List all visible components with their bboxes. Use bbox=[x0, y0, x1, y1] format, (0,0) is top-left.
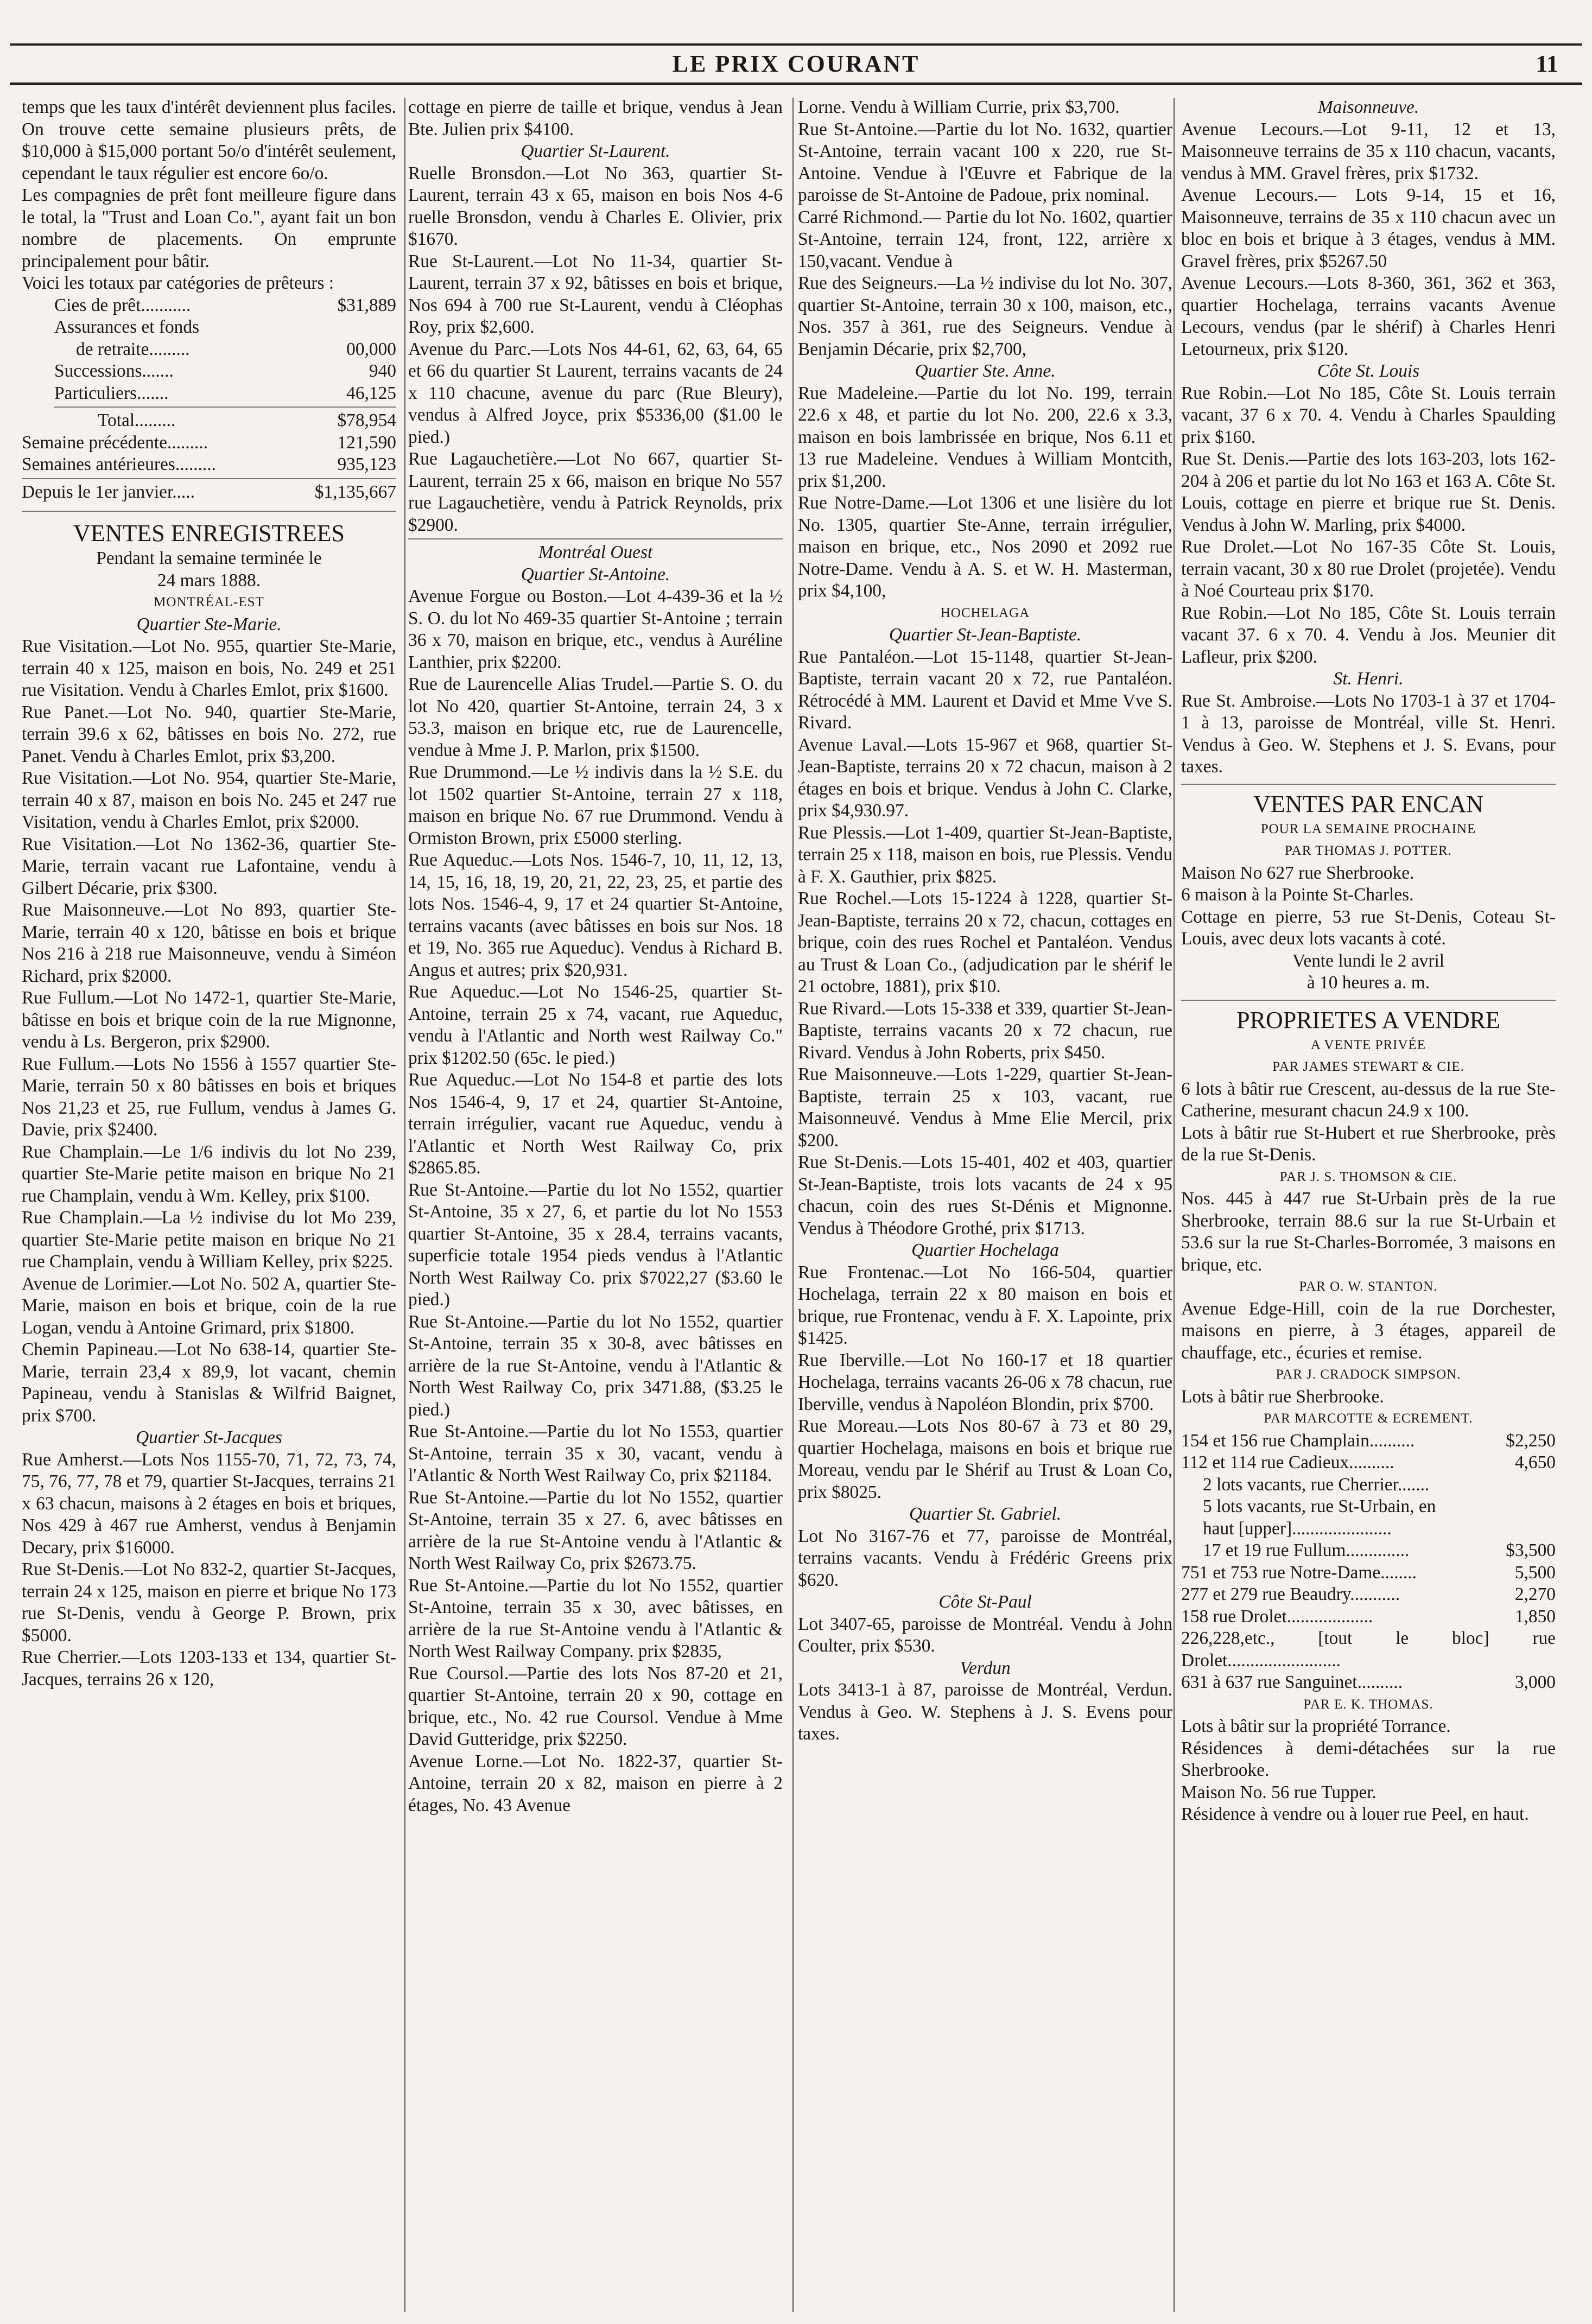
section-subheading: A VENTE PRIVÉE bbox=[1310, 1037, 1426, 1052]
sale-entry: Rue Cherrier.—Lots 1203-133 et 134, quartier St-Jacques, terrains 26 x 120, bbox=[22, 1647, 396, 1690]
column-4 bbox=[1181, 97, 1556, 2311]
listing: Cottage en pierre, 53 rue St-Denis, Coteau St-Louis, avec deux lots vacants à coté. bbox=[1181, 906, 1556, 949]
sale-entry: Rue Maisonneuve.—Lot No 893, quartier Ste-Marie, terrain 40 x 120, bâtisse en bois et brique Nos 216 à 218 rue Maisonneuve, vendu à Siméon Richard, prix $2000. bbox=[22, 900, 396, 986]
sale-entry: Chemin Papineau.—Lot No 638-14, quartier Ste-Marie, terrain 23,4 x 89,9, lot vacant, chemin Papineau, vendu à Stanislas & Wilfrid Baignet, prix $700. bbox=[22, 1339, 396, 1426]
totals-row bbox=[22, 481, 396, 504]
totals-label: Semaine précédente......... bbox=[22, 432, 208, 453]
listing: Maison No. 56 rue Tupper. bbox=[1181, 1782, 1377, 1802]
price-label: 17 et 19 rue Fullum.............. bbox=[1203, 1540, 1410, 1560]
sale-entry: Rue St-Antoine.—Partie du lot No 1553, quartier St-Antoine, terrain 35 x 30, vacant, vendu à l'Atlantic & North West Railway Co, prix $21184. bbox=[408, 1421, 783, 1485]
paragraph: temps que les taux d'intérêt deviennent plus faciles. On trouve cette semaine plusieurs prêts, de $10,000 à $15,000 portant 5o/o d'intérêt seulement, cependant le taux régulier est encore 6o/o. bbox=[22, 97, 396, 183]
divider bbox=[22, 511, 396, 512]
ward-heading: St. Henri. bbox=[1333, 669, 1404, 689]
totals-label: Semaines antérieures......... bbox=[22, 454, 216, 474]
sale-entry: Rue Aqueduc.—Lots Nos. 1546-7, 10, 11, 12, 13, 14, 15, 16, 18, 19, 20, 21, 22, 23, 25, et partie des lots Nos. 1546-4, 9, 17 et 24 quartier St-Antoine, terrains vacants (avec bâtisses en bois sur Nos. 18 et 19, No. 365 rue Aqueduc). Vendus à Richard B. Angus et autres; prix $20,931. bbox=[408, 850, 783, 980]
sale-entry: Rue St-Antoine.—Partie du lot No 1552, quartier St-Antoine, 35 x 27, 6, et partie du lot No 1553 quartier St-Antoine, 35 x 28.4, terrains vacants, superficie totale 1954 pieds vendus à l'Atlantic North West Railway Co. prix $7022,27 ($3.60 le pied.) bbox=[408, 1179, 783, 1310]
sale-entry: Rue Visitation.—Lot No. 954, quartier Ste-Marie, terrain 40 x 87, maison en bois No. 245 et 247 rue Visitation, vendu à Charles Emlot, prix $2000. bbox=[22, 768, 396, 832]
price-row bbox=[1181, 1518, 1556, 1540]
price-row bbox=[1181, 1606, 1556, 1628]
listing: 6 maison à la Pointe St-Charles. bbox=[1181, 885, 1414, 905]
divider bbox=[1181, 784, 1556, 785]
ward-heading: Quartier St-Jacques bbox=[136, 1427, 282, 1447]
totals-value: $1,135,667 bbox=[314, 481, 396, 502]
listing: 6 lots à bâtir rue Crescent, au-dessus de la rue Ste-Catherine, mesurant chacun 24.9 x 100. bbox=[1181, 1078, 1556, 1121]
price-label: haut [upper]...................... bbox=[1203, 1518, 1392, 1539]
price-row bbox=[1181, 1474, 1556, 1496]
listing: Avenue Edge-Hill, coin de la rue Dorchester, maisons en pierre, à 3 étages, appareil de chauffage, etc., écuries et remise. bbox=[1181, 1298, 1556, 1363]
totals-row bbox=[54, 410, 396, 432]
ward-heading: Quartier St. Gabriel. bbox=[909, 1504, 1062, 1524]
agent-heading: PAR J. S. THOMSON & CIE. bbox=[1279, 1169, 1457, 1184]
listing: Lots à bâtir rue Sherbrooke. bbox=[1181, 1386, 1384, 1407]
district-heading: MONTRÉAL-EST bbox=[154, 595, 264, 609]
ward-heading: Côte St-Paul bbox=[938, 1592, 1032, 1612]
price-label: 631 à 637 rue Sanguinet.......... bbox=[1181, 1672, 1403, 1692]
totals-label: Total......... bbox=[98, 410, 176, 430]
sale-entry: Carré Richmond.— Partie du lot No. 1602, quartier St-Antoine, terrain 124, front, 122, arrière x 150,vacant. Vendue à bbox=[798, 207, 1172, 271]
sale-entry: Rue Drummond.—Le ½ indivis dans la ½ S.E. du lot 1502 quartier St-Antoine, terrain 27 x 118, maison en brique No. 67 rue Drummond. Vendu à Ormiston Brown, prix £5000 sterling. bbox=[408, 762, 783, 848]
totals-row bbox=[54, 316, 396, 339]
agent-heading: PAR MARCOTTE & ECREMENT. bbox=[1264, 1411, 1473, 1426]
column-1 bbox=[22, 97, 396, 2311]
sale-entry: Avenue de Lorimier.—Lot No. 502 A, quartier Ste-Marie, maison en bois et brique, coin de la rue Logan, vendu à Antoine Grimard, prix $1800. bbox=[22, 1273, 396, 1338]
district-heading: Montréal Ouest bbox=[538, 542, 653, 562]
price-row bbox=[1181, 1628, 1556, 1672]
totals-value: 46,125 bbox=[346, 383, 396, 403]
listing: Maison No 627 rue Sherbrooke. bbox=[1181, 862, 1415, 883]
sale-entry: Rue Maisonneuve.—Lots 1-229, quartier St-Jean-Baptiste, terrain 25 x 103, vacant, rue Maisonneuvé. Vendus à Mme Elie Mercil, prix $200. bbox=[798, 1064, 1172, 1151]
ward-heading: Quartier Ste-Marie. bbox=[136, 614, 282, 634]
sale-entry: Avenue Lorne.—Lot No. 1822-37, quartier St-Antoine, terrain 20 x 82, maison en pierre à 2 étages, No. 43 Avenue bbox=[408, 1751, 783, 1815]
agent-heading: PAR J. CRADOCK SIMPSON. bbox=[1276, 1367, 1461, 1382]
totals-row bbox=[54, 295, 396, 317]
sale-entry: Ruelle Bronsdon.—Lot No 363, quartier St-Laurent, terrain 43 x 65, maison en bois Nos 4-6 ruelle Bronsdon, vendu à Charles E. Olivier, prix $1670. bbox=[408, 163, 783, 249]
price-row bbox=[1181, 1672, 1556, 1694]
listing: Nos. 445 à 447 rue St-Urbain près de la rue Sherbrooke, terrain 88.6 sur la rue St-Urbain et 53.6 sur la rue St-Charles-Borromée, 3 maisons en brique, etc. bbox=[1181, 1189, 1556, 1275]
sale-entry: Avenue du Parc.—Lots Nos 44-61, 62, 63, 64, 65 et 66 du quartier St Laurent, terrains vacants de 24 x 110 chacune, avenue du parc (Rue Bleury), vendus à Alfred Joyce, prix $5336,00 ($1.00 le pied.) bbox=[408, 339, 783, 447]
paragraph: Voici les totaux par catégories de prêteurs : bbox=[22, 273, 334, 293]
totals-label: Particuliers....... bbox=[54, 383, 169, 403]
sale-entry: Rue Amherst.—Lots Nos 1155-70, 71, 72, 73, 74, 75, 76, 77, 78 et 79, quartier St-Jacques, terrains 21 x 63 chacun, maisons à 2 étages en bois et briques, Nos 429 à 467 rue Amherst, vendus à Benjamin Decary, prix $16000. bbox=[22, 1449, 396, 1558]
sale-entry: Rue Aqueduc.—Lot No 1546-25, quartier St-Antoine, terrain 25 x 74, vacant, rue Aqueduc, vendu à l'Atlantic and North west Railway Co." prix $1202.50 (65c. le pied.) bbox=[408, 982, 783, 1068]
price-value: $3,500 bbox=[1506, 1540, 1556, 1560]
totals-value: 00,000 bbox=[346, 339, 396, 359]
totals-row bbox=[22, 432, 396, 454]
price-value: $2,250 bbox=[1506, 1430, 1556, 1451]
section-heading: PROPRIETES A VENDRE bbox=[1236, 1006, 1500, 1033]
sale-entry: Rue Aqueduc.—Lot No 154-8 et partie des lots Nos 1546-4, 9, 17 et 24, quartier St-Antoine, terrain irrégulier, vacant rue Aqueduc, vendu à l'Atlantic et North West Railway Co, prix $2865.85. bbox=[408, 1070, 783, 1178]
agent-heading: PAR E. K. THOMAS. bbox=[1303, 1697, 1434, 1712]
sale-entry: Rue Iberville.—Lot No 160-17 et 18 quartier Hochelaga, terrains vacants 26-06 x 78 chacun, rue Iberville, vendus à Napoléon Blondin, prix $700. bbox=[798, 1350, 1172, 1414]
sale-entry: Lot No 3167-76 et 77, paroisse de Montréal, terrains vacants. Vendu à Frédéric Greens prix $620. bbox=[798, 1526, 1172, 1590]
sale-entry: Rue Visitation.—Lot No. 955, quartier Ste-Marie, terrain 40 x 125, maison en bois, No. 249 et 251 rue Visitation. Vendu à Charles Emlot, prix $1600. bbox=[22, 636, 396, 700]
section-heading: VENTES PAR ENCAN bbox=[1253, 790, 1483, 817]
totals-value: 121,590 bbox=[337, 432, 396, 453]
page-header bbox=[0, 0, 1592, 77]
price-list bbox=[1181, 1430, 1556, 1694]
price-label: 158 rue Drolet................... bbox=[1181, 1606, 1373, 1627]
price-row bbox=[1181, 1562, 1556, 1584]
totals-row bbox=[22, 454, 396, 476]
header-rule-bottom bbox=[10, 82, 1582, 85]
sale-entry: Rue Notre-Dame.—Lot 1306 et une lisière du lot No. 1305, quartier Ste-Anne, terrain irrégulier, maison en brique, etc., Nos 2090 et 2092 rue Notre-Dame. Vendu à A. S. et W. H. Masterman, prix $4,100, bbox=[798, 493, 1172, 601]
column-3 bbox=[798, 97, 1172, 2311]
sale-entry: Rue St-Denis.—Lots 15-401, 402 et 403, quartier St-Jean-Baptiste, trois lots vacants de 24 x 95 chacun, coin des rues St-Dénis et Mignonne. Vendus à Théodore Grothé, prix $1713. bbox=[798, 1152, 1172, 1239]
column-2 bbox=[408, 97, 783, 2311]
totals-value: 940 bbox=[369, 361, 396, 381]
ward-heading: Quartier Hochelaga bbox=[911, 1240, 1059, 1260]
section-heading: VENTES ENREGISTREES bbox=[73, 520, 345, 547]
loan-totals-table bbox=[22, 295, 396, 432]
section-subheading: Pendant la semaine terminée le bbox=[96, 548, 322, 568]
sale-entry: Lorne. Vendu à William Currie, prix $3,700. bbox=[798, 97, 1120, 117]
listing: Vente lundi le 2 avril bbox=[1292, 950, 1445, 971]
sale-entry: Rue St-Antoine.—Partie du lot No 1552, quartier St-Antoine, terrain 35 x 30-8, avec bâtisses en arrière de la rue St-Antoine, vendu à l'Atlantic & North West Railway Co, prix 3471.88, ($3.25 le pied.) bbox=[408, 1311, 783, 1420]
price-label: 751 et 753 rue Notre-Dame........ bbox=[1181, 1562, 1417, 1583]
listing: Résidences à demi-détachées sur la rue Sherbrooke. bbox=[1181, 1738, 1556, 1780]
agent-heading: PAR O. W. STANTON. bbox=[1299, 1279, 1438, 1294]
price-label: 2 lots vacants, rue Cherrier....... bbox=[1203, 1474, 1430, 1495]
price-row bbox=[1181, 1540, 1556, 1562]
header-rule-top bbox=[10, 43, 1582, 46]
sale-entry: Rue St-Laurent.—Lot No 11-34, quartier St-Laurent, terrain 37 x 92, bâtisses en bois et brique, Nos 694 à 700 rue St-Laurent, vendu à Cléophas Roy, prix $2,600. bbox=[408, 251, 783, 337]
sale-entry: Rue Madeleine.—Partie du lot No. 199, terrain 22.6 x 48, et partie du lot No. 200, 22.6 x 3.3, maison en bois lambrissée en brique, Nos 6.11 et 13 rue Madeleine. Vendues à William Montcith, prix $1,200. bbox=[798, 383, 1172, 491]
sale-entry: Rue Champlain.—La ½ indivise du lot Mo 239, quartier Ste-Marie petite maison en brique No 21 rue Champlain, vendu à William Kelley, prix $225. bbox=[22, 1208, 396, 1272]
price-row bbox=[1181, 1584, 1556, 1606]
totals-value: $31,889 bbox=[337, 295, 396, 315]
sale-entry: Rue de Laurencelle Alias Trudel.—Partie S. O. du lot No 420, quartier St-Antoine, terrain 24, 3 x 53.3, maison en brique etc, rue de Laurencelle, vendue à Mme J. P. Marlon, prix $1500. bbox=[408, 674, 783, 760]
article-columns bbox=[22, 97, 1585, 2311]
section-date: 24 mars 1888. bbox=[157, 570, 261, 590]
price-row bbox=[1181, 1496, 1556, 1518]
sale-entry: Rue des Seigneurs.—La ½ indivise du lot No. 307, quartier St-Antoine, terrain 30 x 100, maison, etc., Nos. 357 à 361, rue des Seigneurs. Vendue à Benjamin Décarie, prix $2,700, bbox=[798, 273, 1172, 359]
sale-entry: Rue Moreau.—Lots Nos 80-67 à 73 et 80 29, quartier Hochelaga, maisons en bois et brique rue Moreau, vendu par le Shérif au Trust & Loan Co, prix $8025. bbox=[798, 1416, 1172, 1502]
ward-heading: Quartier St-Antoine. bbox=[521, 564, 670, 585]
ward-heading: Quartier St-Jean-Baptiste. bbox=[889, 625, 1082, 645]
price-value: 5,500 bbox=[1514, 1562, 1556, 1583]
ward-heading: Côte St. Louis bbox=[1317, 361, 1420, 381]
sale-entry: Rue Rochel.—Lots 15-1224 à 1228, quartier St-Jean-Baptiste, terrains 20 x 72, chacun, cottages en brique, coin des rues Rochel et Pantaléon. Vendus au Trust & Loan Co., (adjudication par le shérif le 21 octobre, 1881), prix $10. bbox=[798, 888, 1172, 996]
sale-entry: Rue Fullum.—Lots No 1556 à 1557 quartier Ste-Marie, terrain 50 x 80 bâtisses en bois et briques Nos 21,23 et 25, rue Fullum, vendus à James G. Davie, prix $2400. bbox=[22, 1053, 396, 1140]
sale-entry: Rue Pantaléon.—Lot 15-1148, quartier St-Jean-Baptiste, terrain vacant 20 x 72, rue Pantaléon. Rétrocédé à MM. Laurent et David et Mme Vve S. Rivard. bbox=[798, 646, 1172, 733]
sale-entry: Rue Robin.—Lot No 185, Côte St. Louis terrain vacant 37. 6 x 70. 4. Vendu à Jos. Meunier dit Lafleur, prix $200. bbox=[1181, 602, 1556, 667]
price-label: 5 lots vacants, rue St-Urbain, en bbox=[1203, 1496, 1436, 1516]
price-value: 3,000 bbox=[1514, 1672, 1556, 1692]
newspaper-title: LE PRIX COURANT bbox=[672, 50, 920, 77]
sale-entry: Rue St-Denis.—Lot No 832-2, quartier St-Jacques, terrain 24 x 125, maison en pierre et brique No 173 rue St-Denis, vendu à George P. Brown, prix $5000. bbox=[22, 1559, 396, 1646]
sale-entry: Lot 3407-65, paroisse de Montréal. Vendu à John Coulter, prix $530. bbox=[798, 1614, 1172, 1656]
sale-entry: Rue Champlain.—Le 1/6 indivis du lot No 239, quartier Ste-Marie petite maison en brique No 21 rue Champlain, vendu à Wm. Kelley, prix $100. bbox=[22, 1141, 396, 1206]
price-row bbox=[1181, 1452, 1556, 1474]
listing: à 10 heures a. m. bbox=[1306, 973, 1430, 993]
ward-heading: Quartier Ste. Anne. bbox=[915, 361, 1056, 381]
price-label: 154 et 156 rue Champlain.......... bbox=[1181, 1430, 1415, 1451]
section-subheading: POUR LA SEMAINE PROCHAINE bbox=[1260, 821, 1476, 836]
ward-heading: Maisonneuve. bbox=[1317, 97, 1419, 117]
price-label: 112 et 114 rue Cadieux.......... bbox=[1181, 1452, 1394, 1472]
district-heading: HOCHELAGA bbox=[940, 605, 1030, 620]
divider bbox=[1181, 1000, 1556, 1001]
sale-entry: Rue St-Antoine.—Partie du lot No 1552, quartier St-Antoine, terrain 35 x 27. 6, avec bâtisses en arrière de la rue St-Antoine vendu à l'Atlantic & North West Railway Co, prix $2673.75. bbox=[408, 1487, 783, 1573]
page-number: 11 bbox=[1536, 50, 1558, 77]
sale-entry: Avenue Lecours.—Lots 8-360, 361, 362 et 363, quartier Hochelaga, terrains vacants Avenue Lecours, vendus (par le shérif) à Charles Henri Letourneux, prix $120. bbox=[1181, 273, 1556, 359]
divider bbox=[54, 407, 396, 408]
sale-entry: Rue St-Antoine.—Partie du lot No. 1632, quartier St-Antoine, terrain vacant 100 x 220, rue St-Antoine. Vendue à l'Œuvre et Fabrique de la paroisse de St-Antoine de Padoue, prix nominal. bbox=[798, 119, 1172, 205]
sale-entry: Rue Robin.—Lot No 185, Côte St. Louis terrain vacant, 37 6 x 70. 4. Vendu à Charles Spaulding prix $160. bbox=[1181, 383, 1556, 447]
listing: Lots à bâtir sur la propriété Torrance. bbox=[1181, 1716, 1451, 1736]
sale-entry: cottage en pierre de taille et brique, vendus à Jean Bte. Julien prix $4100. bbox=[408, 97, 783, 139]
divider bbox=[408, 538, 783, 539]
sale-entry: Avenue Laval.—Lots 15-967 et 968, quartier St-Jean-Baptiste, terrains 20 x 72 chacun, maison à 2 étages en bois et brique. Vendus à John C. Clarke, prix $4,930.97. bbox=[798, 734, 1172, 821]
divider bbox=[22, 478, 396, 479]
listing: Lots à bâtir rue St-Hubert et rue Sherbrooke, près de la rue St-Denis. bbox=[1181, 1122, 1556, 1165]
sale-entry: Lots 3413-1 à 87, paroisse de Montréal, Verdun. Vendus à Geo. W. Stephens à J. S. Evens pour taxes. bbox=[798, 1680, 1172, 1744]
sale-entry: Avenue Lecours.— Lots 9-14, 15 et 16, Maisonneuve, terrains de 35 x 110 chacun avec un bloc en bois et brique à 3 étages, vendus à MM. Gravel frères, prix $5267.50 bbox=[1181, 185, 1556, 271]
paragraph: Les compagnies de prêt font meilleure figure dans le total, la "Trust and Loan Co.", ayant fait un bon nombre de placements. On emprunte principalement pour bâtir. bbox=[22, 185, 396, 271]
totals-label: Depuis le 1er janvier..... bbox=[22, 481, 195, 502]
totals-label: Assurances et fonds bbox=[54, 317, 200, 337]
ward-heading: Verdun bbox=[960, 1658, 1011, 1678]
sale-entry: Avenue Forgue ou Boston.—Lot 4-439-36 et la ½ S. O. du lot No 469-35 quartier St-Antoine ; terrain 36 x 70, maison en brique, etc., vendus à Auréline Lanthier, prix $2200. bbox=[408, 586, 783, 672]
totals-label: Cies de prêt........... bbox=[54, 295, 191, 315]
sale-entry: Rue Coursol.—Partie des lots Nos 87-20 et 21, quartier St-Antoine, terrain 20 x 90, cottage en brique, etc., No. 42 rue Coursol. Vendue à Mme David Gutteridge, prix $2250. bbox=[408, 1663, 783, 1749]
price-value: 1,850 bbox=[1514, 1606, 1556, 1627]
sale-entry: Avenue Lecours.—Lot 9-11, 12 et 13, Maisonneuve terrains de 35 x 110 chacun, vacants, vendus à MM. Gravel frères, prix $1732. bbox=[1181, 119, 1556, 183]
sale-entry: Rue Rivard.—Lots 15-338 et 339, quartier St-Jean-Baptiste, terrains vacants 20 x 72 chacun, rue Rivard. Vendus à John Roberts, prix $450. bbox=[798, 998, 1172, 1063]
sale-entry: Rue St-Antoine.—Partie du lot No 1552, quartier St-Antoine, terrain 35 x 30, avec bâtisses, en arrière de la rue St-Antoine vendu à l'Atlantic & North West Railway Company. prix $2835, bbox=[408, 1575, 783, 1661]
agent-heading: PAR JAMES STEWART & CIE. bbox=[1272, 1059, 1464, 1074]
totals-value: 935,123 bbox=[337, 454, 396, 474]
sale-entry: Rue Panet.—Lot No. 940, quartier Ste-Marie, terrain 39.6 x 62, bâtisses en bois No. 272, rue Panet. Vendu à Charles Emlot, prix $3,200. bbox=[22, 702, 396, 766]
totals-label: de retraite......... bbox=[76, 339, 190, 359]
price-label: 277 et 279 rue Beaudry........... bbox=[1181, 1584, 1400, 1604]
listing: Résidence à vendre ou à louer rue Peel, en haut. bbox=[1181, 1804, 1529, 1824]
totals-row bbox=[54, 360, 396, 383]
totals-row bbox=[54, 339, 396, 361]
sale-entry: Rue Visitation.—Lot No 1362-36, quartier Ste-Marie, terrain vacant rue Lafontaine, vendu à Gilbert Décarie, prix $300. bbox=[22, 834, 396, 898]
price-label: 226,228,etc., [tout le bloc] rue Drolet......................... bbox=[1181, 1628, 1556, 1671]
totals-label: Successions....... bbox=[54, 361, 174, 381]
price-row bbox=[1181, 1430, 1556, 1452]
price-value: 2,270 bbox=[1514, 1584, 1556, 1604]
sale-entry: Rue Plessis.—Lot 1-409, quartier St-Jean-Baptiste, terrain 25 x 118, maison en bois, rue Plessis. Vendu à F. X. Gauthier, prix $825. bbox=[798, 822, 1172, 887]
ward-heading: Quartier St-Laurent. bbox=[521, 141, 670, 161]
sale-entry: Rue Drolet.—Lot No 167-35 Côte St. Louis, terrain vacant, 30 x 80 rue Drolet (projetée). Vendu à Noé Courteau prix $170. bbox=[1181, 537, 1556, 601]
sale-entry: Rue St. Denis.—Partie des lots 163-203, lots 162-204 à 206 et partie du lot No 163 et 163 A. Côte St. Louis, cottage en pierre et brique rue St. Denis. Vendus à John W. Marling, prix $4000. bbox=[1181, 449, 1556, 535]
totals-row bbox=[54, 383, 396, 405]
auctioneer-heading: PAR THOMAS J. POTTER. bbox=[1285, 843, 1452, 858]
sale-entry: Rue Fullum.—Lot No 1472-1, quartier Ste-Marie, bâtisse en bois et brique coin de la rue Mignonne, vendu à Ls. Bergeron, prix $2900. bbox=[22, 988, 396, 1052]
sale-entry: Rue Frontenac.—Lot No 166-504, quartier Hochelaga, terrain 22 x 80 maison en bois et brique, rue Frontenac, vendu à F. X. Lapointe, prix $1425. bbox=[798, 1262, 1172, 1348]
sale-entry: Rue St. Ambroise.—Lots No 1703-1 à 37 et 1704-1 à 13, paroisse de Montréal, ville St. Henri. Vendus à Geo. W. Stephens et J. S. Evans, pour taxes. bbox=[1181, 690, 1556, 777]
price-value: 4,650 bbox=[1514, 1452, 1556, 1472]
totals-value: $78,954 bbox=[337, 410, 396, 430]
sale-entry: Rue Lagauchetière.—Lot No 667, quartier St-Laurent, terrain 25 x 66, maison en brique No 557 rue Lagauchetière, vendu à Patrick Reynolds, prix $2900. bbox=[408, 449, 783, 535]
